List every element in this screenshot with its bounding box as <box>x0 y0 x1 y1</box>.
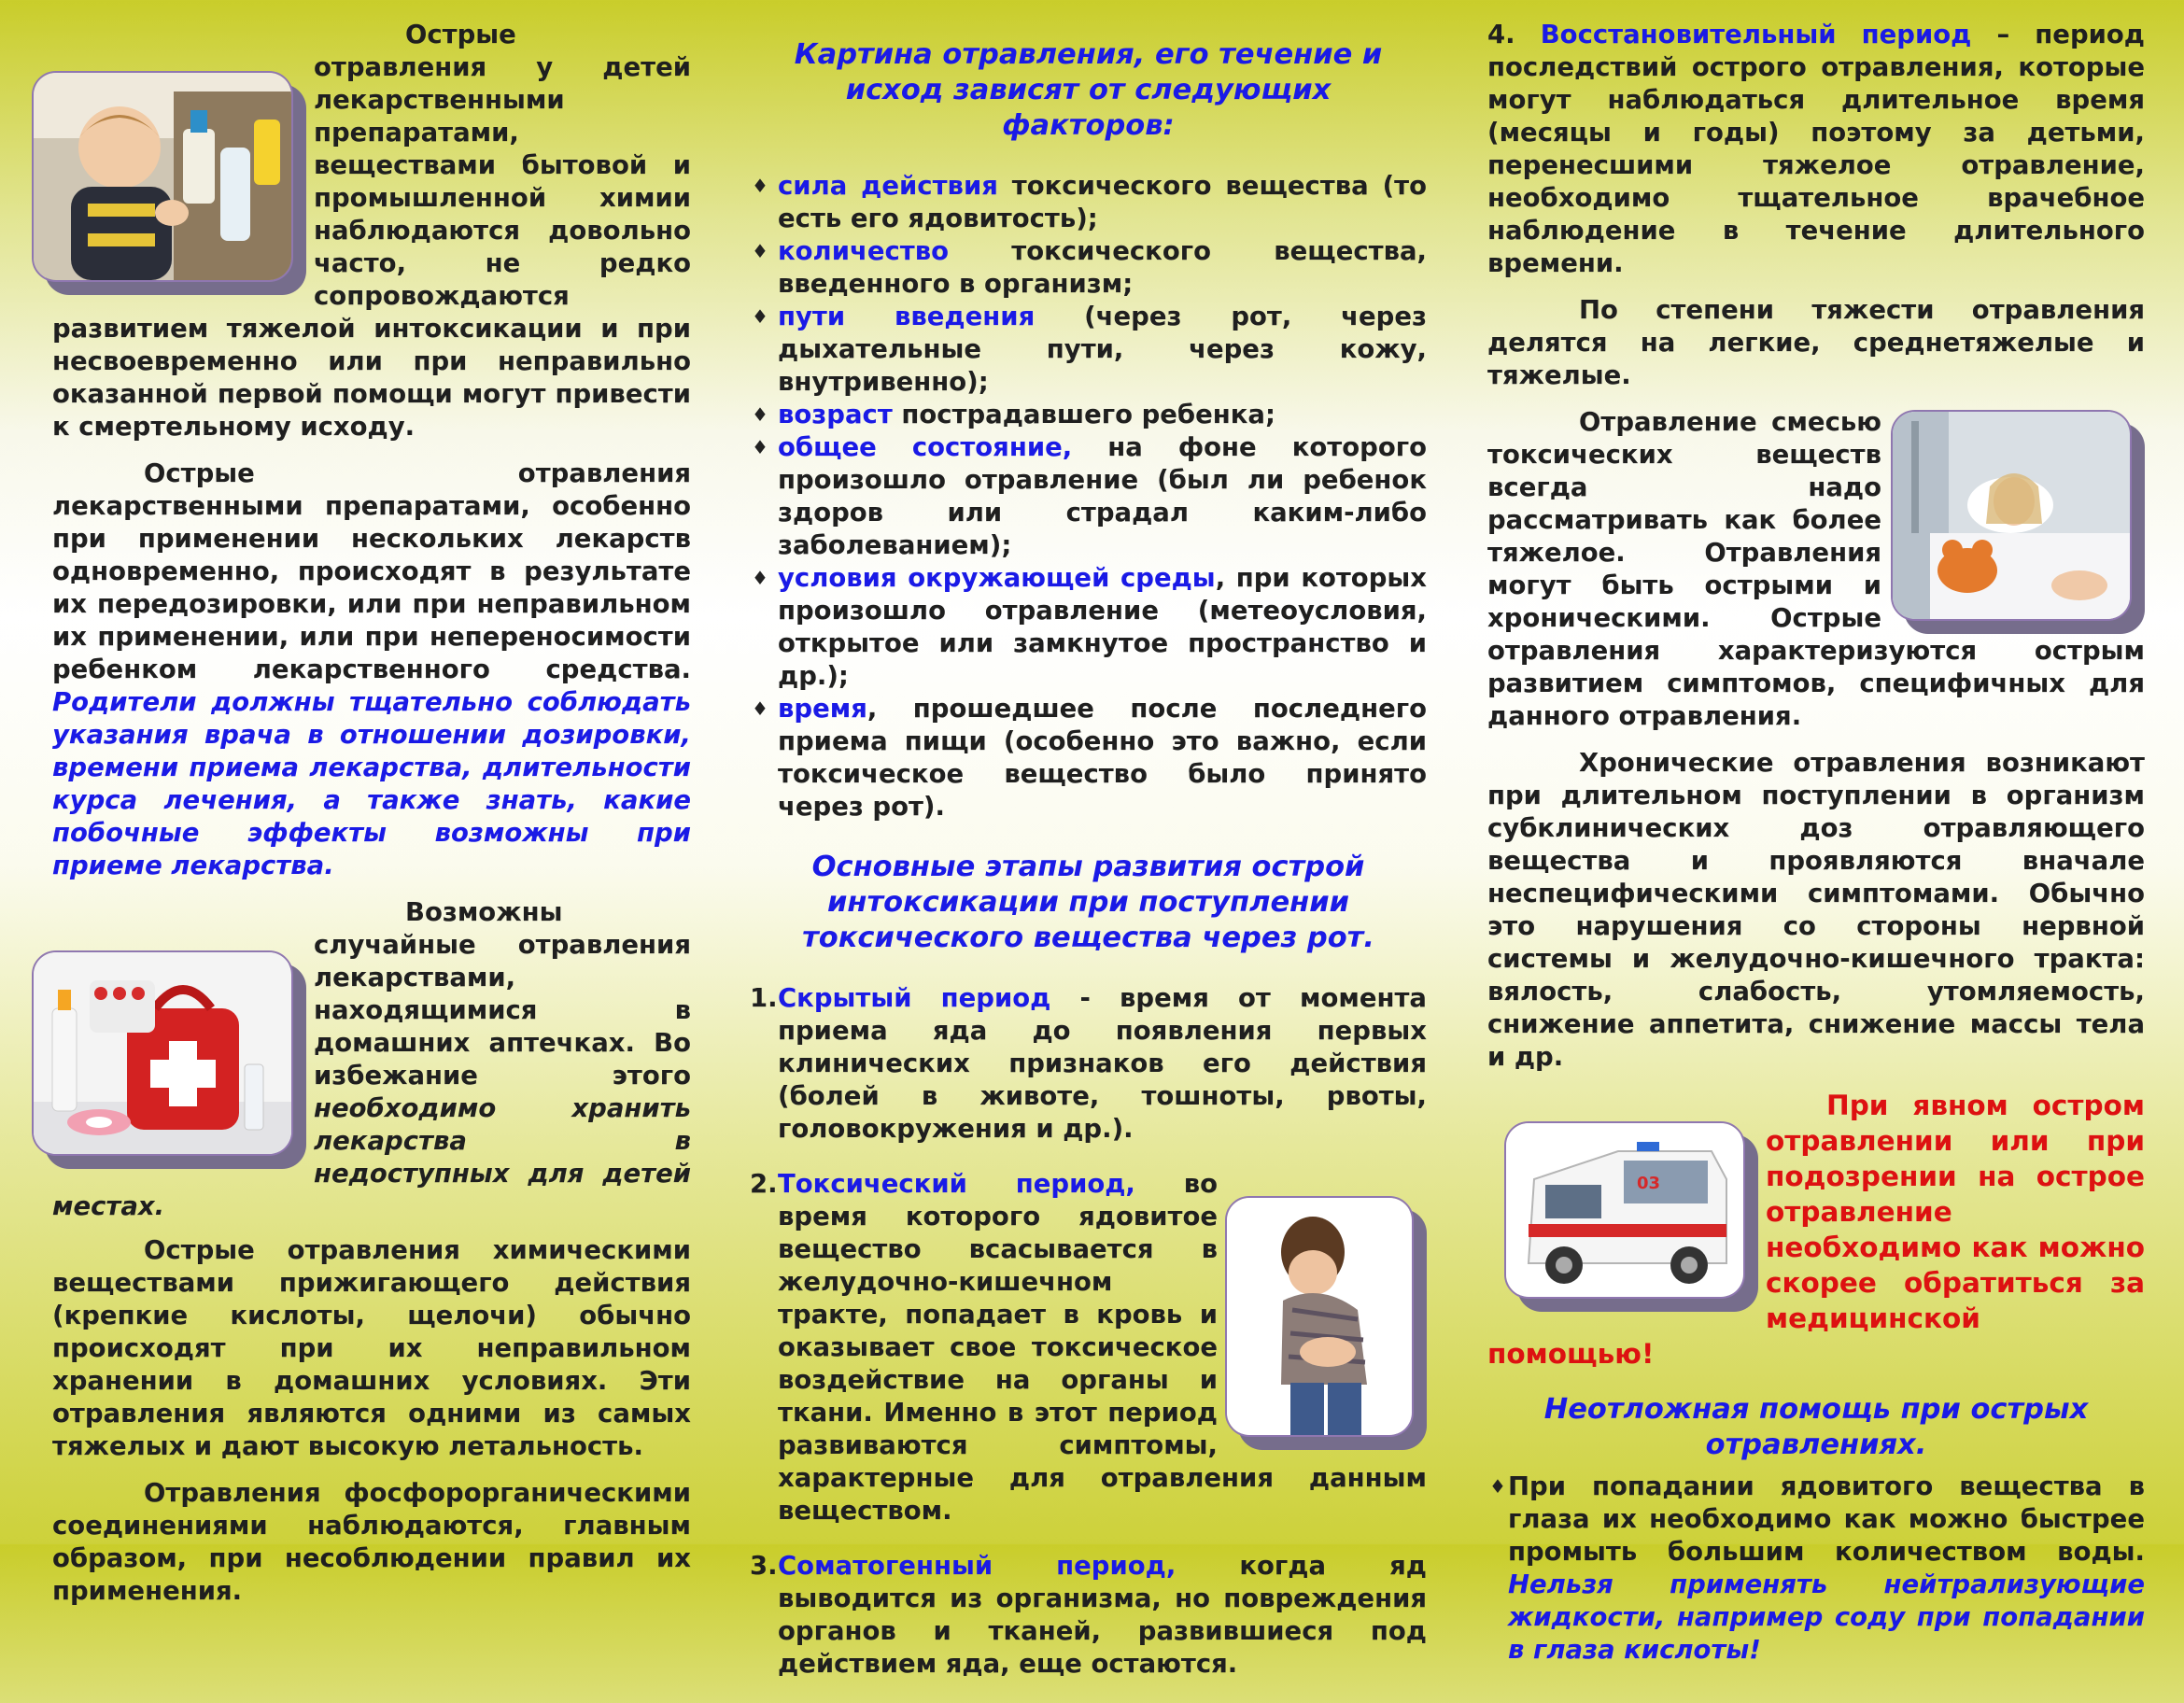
factor-item <box>750 693 1427 823</box>
stage-term: Токсический период, <box>778 1169 1135 1199</box>
stage-text: когда яд выводится из организма, но повреждения органов и тканей, развившиеся под действием яда, еще остаются. <box>778 1551 1427 1679</box>
stage-term: Восстановительный период <box>1540 20 1972 49</box>
severity-paragraph: По степени тяжести отравления делятся на легкие, среднетяжелые и тяжелые. <box>1487 295 2145 390</box>
child-household-chemicals-image <box>34 73 291 280</box>
chronic-poisoning-paragraph: Хронические отравления возникают при длительном поступлении в организм субклинических доз отравляющего вещества и проявляются вначале неспецифическими симптомами. Обычно это нарушения со стороны нервной системы и желудочно-кишечного тракта: вялость, слабость, утомляемость, снижение аппетита, снижение массы тела и др. <box>1487 748 2145 1072</box>
factor-text: на фоне которого произошло отравление (был ли ребенок здоров или страдал каким-либо заболеванием); <box>778 432 1427 560</box>
factor-term: общее состояние, <box>778 432 1073 462</box>
factor-item <box>750 431 1427 562</box>
column-right <box>1487 19 2145 1667</box>
factor-item <box>750 399 1427 431</box>
photo-child-cabinet <box>32 71 293 282</box>
stage-text: – период последствий острого отравления, которые могут наблюдаться длительное время (месяцы и годы) поэтому за детьми, перенесшими тяжелое отравление, необходимо тщательное врачебное наблюдение в течение длительного времени. <box>1487 20 2146 278</box>
stage-number: 3. <box>750 1551 778 1581</box>
storage-advice: необходимо хранить лекарства в недоступных для детей местах. <box>52 1093 691 1221</box>
eye-instructions: При попадании ядовитого вещества в глаза их необходимо как можно быстрее промыть большим количеством воды. <box>1508 1471 2145 1567</box>
column-middle <box>750 19 1427 1703</box>
photo-ambulance <box>1504 1121 1745 1299</box>
stages-list <box>750 982 1427 1681</box>
mixture-poisoning-paragraph <box>1487 406 2145 733</box>
factors-heading: Картина отравления, его течение и исход зависят от следующих факторов: <box>794 38 1383 142</box>
factor-item <box>750 235 1427 301</box>
stage-term: Соматогенный период, <box>778 1551 1177 1581</box>
column-left <box>52 19 691 1622</box>
factor-text: , при которых произошло отравление (метеоусловия, открытое или замкнутое пространство и др.); <box>778 563 1427 691</box>
factor-item <box>750 170 1427 235</box>
stage-somatogenic <box>750 1550 1427 1681</box>
stage-number: 4. <box>1487 20 1515 49</box>
intro-paragraph: Острые отравления у детей лекарственными препаратами, веществами бытовой и промышленной химии наблюдаются довольно часто, не редко сопровождаются развитием тяжелой интоксикации и при несвоевременно или при неправильно оказанной первой помощи могут привести к смертельному исходу. <box>52 20 691 442</box>
mixture-text: Отравление смесью токсических веществ всегда надо рассматривать как более тяжелое. Отравления могут быть острыми и хроническими. Острые отравления характеризуются острым развитием симптомов, специфичных для данного отравления. <box>1487 407 2145 731</box>
accidental-text: Возможны случайные отравления лекарствами, находящимися в домашних аптечках. Во избежание этого <box>314 897 691 1091</box>
factor-text: пострадавшего ребенка; <box>892 400 1275 429</box>
stage-text: во время которого ядовитое вещество всасывается в желудочно-кишечном тракте, попадает в кровь и оказывает свое токсическое воздействие на органы и ткани. Именно в этот период развиваются симптомы, характерные для отравления данным веществом. <box>778 1169 1427 1526</box>
eye-poisoning-item <box>1487 1471 2145 1667</box>
boy-stomachache-image <box>1227 1198 1412 1435</box>
ambulance-plate: 03 <box>1637 1174 1661 1193</box>
factor-text: токсического вещества (то есть его ядовитость); <box>778 171 1427 233</box>
eye-warning: Нельзя применять нейтрализующие жидкости, например соду при попадании в глаза кислоты! <box>1508 1569 2145 1665</box>
photo-boy-stomachache <box>1225 1196 1414 1437</box>
emergency-heading: Неотложная помощь при острых отравлениях. <box>1543 1393 2089 1461</box>
stage-number: 2. <box>750 1169 778 1199</box>
emergency-list <box>1487 1471 2145 1667</box>
factor-text: токсического вещества, введенного в организм; <box>778 236 1427 299</box>
stage-text: - время от момента приема яда до появления первых клинических признаков его действия (болей в животе, тошноты, рвоты, головокружения и др.). <box>778 983 1427 1144</box>
stage-latent <box>750 982 1427 1146</box>
factors-list <box>750 170 1427 823</box>
factor-term: пути введения <box>778 302 1036 331</box>
accidental-poisoning-paragraph <box>52 896 691 1223</box>
stages-heading: Основные этапы развития острой интоксикации при поступлении токсического вещества через рот. <box>802 851 1374 954</box>
recovery-period-paragraph <box>1487 19 2145 280</box>
parents-advice: Родители должны тщательно соблюдать указания врача в отношении дозировки, времени приема лекарства, длительности курса лечения, а также знать, какие побочные эффекты возможны при приеме лекарства. <box>52 687 691 880</box>
organophosphate-paragraph: Отравления фосфорорганическими соединениями наблюдаются, главным образом, при несоблюдении правил их применения. <box>52 1478 691 1606</box>
factor-item <box>750 301 1427 399</box>
factor-text: , прошедшее после последнего приема пищи (особенно это важно, если токсическое вещество было принято через рот). <box>778 694 1427 822</box>
photo-girl-hospital <box>1891 410 2132 621</box>
factor-text: (через рот, через дыхательные пути, через кожу, внутривенно); <box>778 302 1427 397</box>
first-aid-kit-image <box>34 952 291 1154</box>
factor-term: сила действия <box>778 171 998 201</box>
factor-term: возраст <box>778 400 893 429</box>
factor-term: условия окружающей среды <box>778 563 1216 593</box>
stage-term: Скрытый период <box>778 983 1051 1013</box>
girl-hospital-bed-image <box>1893 412 2130 619</box>
factor-term: количество <box>778 236 950 266</box>
medicine-poisoning-paragraph <box>52 457 691 882</box>
chemical-poisoning-paragraph: Острые отравления химическими веществами прижигающего действия (крепкие кислоты, щелочи) обычно происходят при их неправильном хранении в домашних условиях. Эти отравления являются одними из самых тяжелых и дают высокую летальность. <box>52 1235 691 1461</box>
ambulance-image <box>1506 1123 1743 1297</box>
photo-first-aid-kit <box>32 950 293 1156</box>
factor-term: время <box>778 694 867 724</box>
stage-number: 1. <box>750 983 778 1013</box>
medicine-text: Острые отравления лекарственными препаратами, особенно при применении нескольких лекарств одновременно, происходят в результате их передозировки, или при неправильном их применении, или при непереносимости ребенком лекарственного средства. <box>52 458 691 684</box>
alert-block <box>1487 1088 2145 1372</box>
factor-item <box>750 562 1427 693</box>
emergency-alert: При явном остром отравлении или при подозрении на острое отравление необходимо как можно скорее обратиться за медицинской помощью! <box>1487 1090 2145 1370</box>
stage-toxic <box>750 1168 1427 1527</box>
